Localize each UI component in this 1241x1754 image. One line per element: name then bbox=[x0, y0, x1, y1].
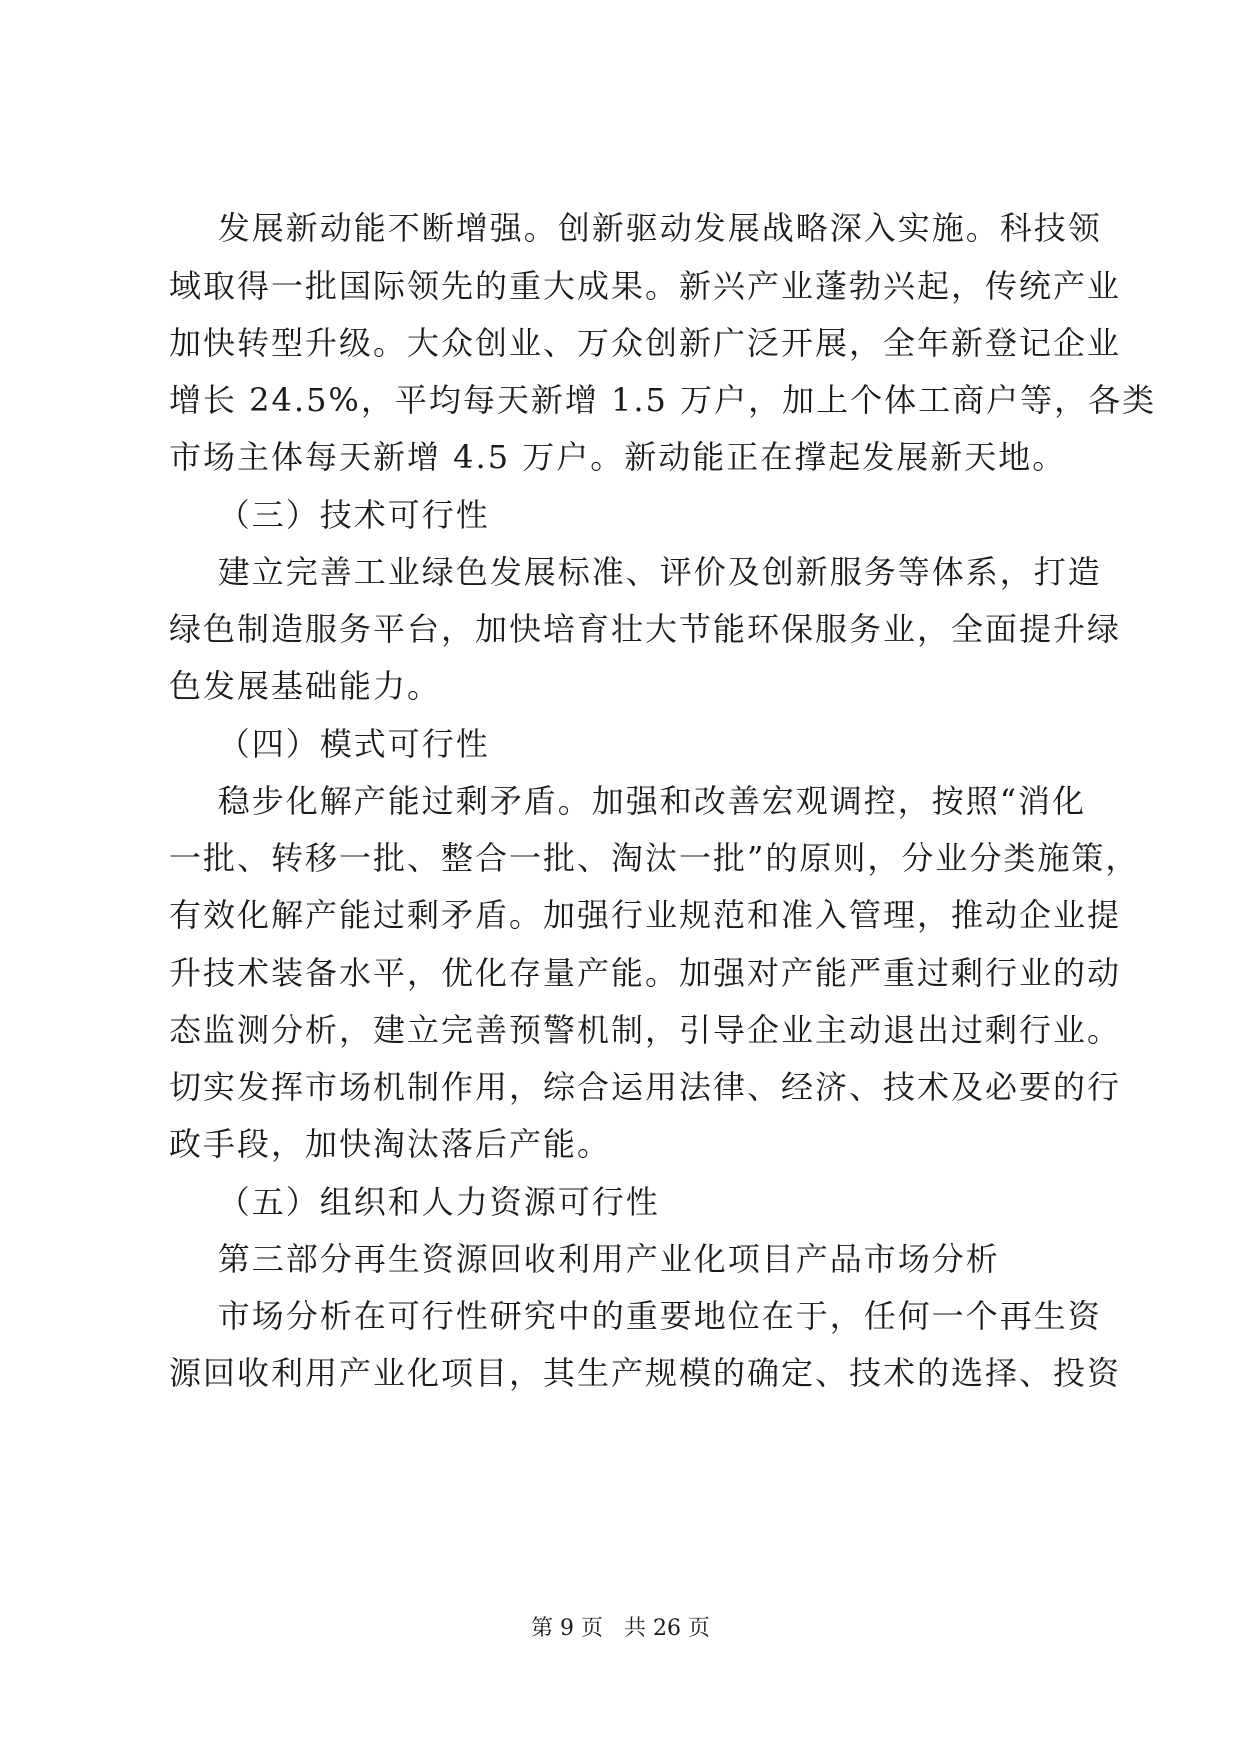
text-line: 政手段，加快淘汰落后产能。 bbox=[169, 1125, 612, 1163]
text-line: 市场主体每天新增 4.5 万户。新动能正在撑起发展新天地。 bbox=[169, 438, 1067, 476]
text-line: 建立完善工业绿色发展标准、评价及创新服务等体系，打造 bbox=[169, 553, 1102, 591]
section-heading: （五）组织和人力资源可行性 bbox=[169, 1183, 660, 1221]
text-line: 态监测分析，建立完善预警机制，引导企业主动退出过剩行业。 bbox=[169, 1011, 1122, 1049]
text-line: 市场分析在可行性研究中的重要地位在于，任何一个再生资 bbox=[169, 1297, 1102, 1335]
text-line: 发展新动能不断增强。创新驱动发展战略深入实施。科技领 bbox=[169, 209, 1102, 247]
text-line: 切实发挥市场机制作用，综合运用法律、经济、技术及必要的行 bbox=[169, 1068, 1122, 1106]
page-footer bbox=[0, 1614, 1241, 1644]
text-line: 绿色制造服务平台，加快培育壮大节能环保服务业，全面提升绿 bbox=[169, 610, 1122, 648]
text-line: 增长 24.5%，平均每天新增 1.5 万户，加上个体工商户等，各类 bbox=[169, 381, 1157, 419]
text-line: 色发展基础能力。 bbox=[169, 667, 442, 705]
text-line: 稳步化解产能过剩矛盾。加强和改善宏观调控，按照“消化 bbox=[169, 782, 1087, 820]
text-line: 源回收利用产业化项目，其生产规模的确定、技术的选择、投资 bbox=[169, 1354, 1122, 1392]
page-number: 第 9 页 bbox=[531, 1616, 603, 1641]
section-heading: （四）模式可行性 bbox=[169, 725, 490, 763]
text-line: 有效化解产能过剩矛盾。加强行业规范和准入管理，推动企业提 bbox=[169, 896, 1122, 934]
text-line: 升技术装备水平，优化存量产能。加强对产能严重过剩行业的动 bbox=[169, 954, 1122, 992]
page-total: 共 26 页 bbox=[624, 1616, 710, 1641]
text-line: 一批、转移一批、整合一批、淘汰一批”的原则，分业分类施策， bbox=[169, 839, 1140, 877]
text-line: 域取得一批国际领先的重大成果。新兴产业蓬勃兴起，传统产业 bbox=[169, 267, 1122, 305]
section-heading: （三）技术可行性 bbox=[169, 496, 490, 534]
text-line: 加快转型升级。大众创业、万众创新广泛开展，全年新登记企业 bbox=[169, 324, 1122, 362]
part-heading: 第三部分再生资源回收利用产业化项目产品市场分析 bbox=[169, 1240, 1000, 1278]
